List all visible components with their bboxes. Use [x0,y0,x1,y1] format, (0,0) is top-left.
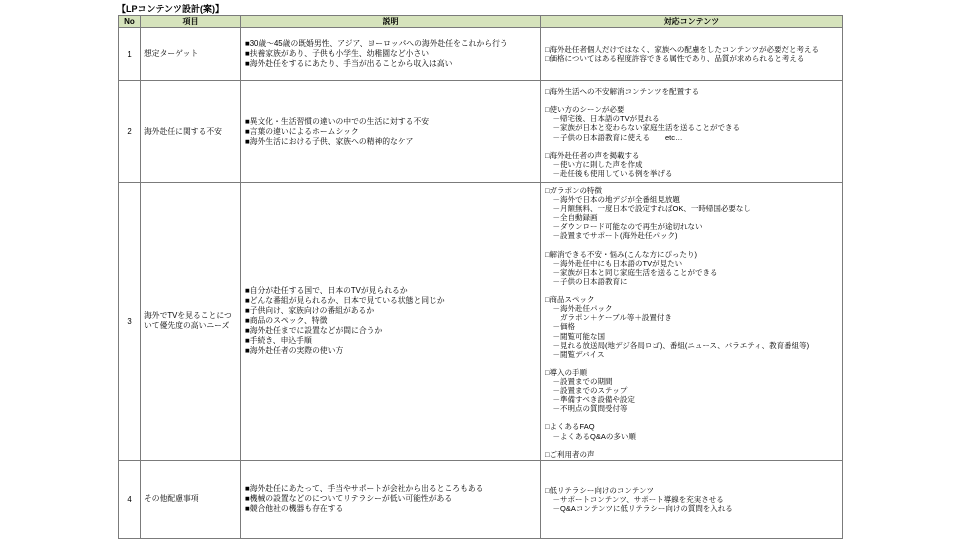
header-no: No [119,16,141,28]
table-header-row [119,16,843,28]
row-3-number: 3 [119,183,141,461]
table-row [119,28,843,81]
row-1-item: 想定ターゲット [141,28,241,81]
row-1-content: □海外赴任者個人だけではなく、家族への配慮をしたコンテンツが必要だと考える □価格についてはある程度許容できる属性であり、品質が求められると考える [541,28,843,81]
row-2-item: 海外赴任に関する不安 [141,81,241,183]
row-2-description: ■異文化・生活習慣の違いの中での生活に対する不安 ■言葉の違いによるホームシック ■海外生活における子供、家族への精神的なケア [241,81,541,183]
table-row [119,460,843,538]
row-4-content: □低リテラシー向けのコンテンツ －サポートコンテンツ、サポート導線を充実させる －Q&Aコンテンツに低リテラシー向けの質問を入れる [541,460,843,538]
header-content: 対応コンテンツ [541,16,843,28]
table-row [119,183,843,461]
row-3-description: ■自分が赴任する国で、日本のTVが見られるか ■どんな番組が見られるか、日本で見ている状態と同じか ■子供向け、家族向けの番組があるか ■商品のスペック、特徴 ■海外赴任までに設置などが間に合うか ■手続き、申込手順 ■海外赴任者の実際の使い方 [241,183,541,461]
row-1-number: 1 [119,28,141,81]
row-2-number: 2 [119,81,141,183]
header-item: 項目 [141,16,241,28]
row-2-content: □海外生活への不安解消コンテンツを配置する □使い方のシーンが必要 －帰宅後、日本語のTVが見れる －家族が日本と変わらない家庭生活を送ることができる －子供の日本語教育に使える etc… □海外赴任者の声を掲載する －使い方に則した声を作成 －赴任後も使用している例を挙げる [541,81,843,183]
lp-content-design-table [118,15,843,539]
row-1-description: ■30歳～45歳の既婚男性、アジア、ヨーロッパへの海外赴任をこれから行う ■扶養家族があり、子供も小学生、幼稚園など小さい ■海外赴任をするにあたり、手当が出ることから収入は高い [241,28,541,81]
row-4-item: その他配慮事項 [141,460,241,538]
table-row [119,81,843,183]
row-4-description: ■海外赴任にあたって、手当やサポートが会社から出るところもある ■機械の設置などのについてリテラシーが低い可能性がある ■競合他社の機器も存在する [241,460,541,538]
row-3-content: □ガラポンの特徴 －海外で日本の地デジが全番組見放題 －月額無料、一度日本で設定すればOK、一時帰国必要なし －全自動録画 －ダウンロード可能なので再生が途切れない －設置までサポート(海外赴任パック) □解消できる不安・悩み(こんな方にぴったり) －海外赴任中にも日本語のTVが見たい －家族が日本と同じ家庭生活を送ることができる －子供の日本語教育に □商品スペック －海外赴任パック ガラポン＋ケーブル等＋設置付き －価格 －閲覧可能な国 －見れる放送局(地デジ各局ロゴ)、番組(ニュース、バラエティ、教育番組等) －閲覧デバイス □導入の手順 －設置までの期間 －設置までのステップ －準備すべき設備や設定 －不明点の質問受付等 □よくあるFAQ －よくあるQ&Aの多い順 □ご利用者の声 [541,183,843,461]
page-title: 【LPコンテンツ設計(案)】 [117,4,225,14]
header-description: 説明 [241,16,541,28]
row-4-number: 4 [119,460,141,538]
row-3-item: 海外でTVを見ることについて優先度の高いニーズ [141,183,241,461]
